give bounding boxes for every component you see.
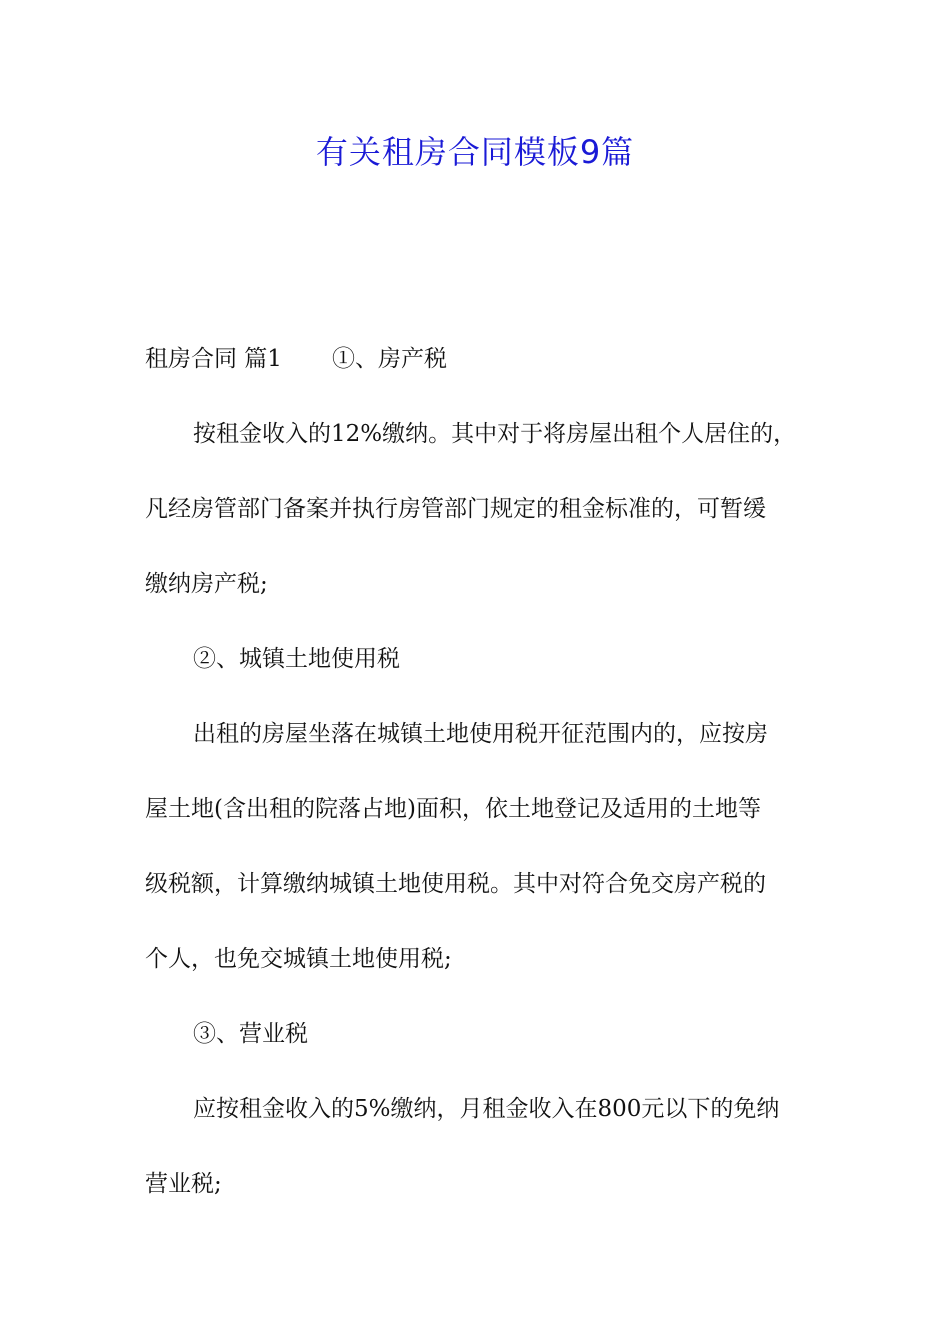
paragraph-line: 级税额，计算缴纳城镇土地使用税。其中对符合免交房产税的 [145, 871, 766, 897]
paragraph-line: 缴纳房产税; [145, 571, 268, 597]
paragraph-line: 应按租金收入的5%缴纳，月租金收入在800元以下的免纳 [193, 1096, 780, 1122]
paragraph-line: 出租的房屋坐落在城镇土地使用税开征范围内的，应按房 [193, 721, 768, 747]
paragraph-line: 个人，也免交城镇土地使用税; [145, 946, 452, 972]
paragraph-line: 按租金收入的12%缴纳。其中对于将房屋出租个人居住的， [193, 421, 797, 447]
paragraph-line: 营业税; [145, 1171, 222, 1197]
subheading-line: ②、城镇土地使用税 [193, 646, 400, 672]
paragraph-line: 凡经房管部门备案并执行房管部门规定的租金标准的，可暂缓 [145, 496, 766, 522]
subheading-line: ③、营业税 [193, 1021, 308, 1047]
first-line [145, 337, 825, 412]
document-body [145, 337, 825, 1237]
document-title: 有关租房合同模板9篇 [315, 133, 635, 171]
section-item: ①、房产税 [331, 346, 447, 372]
paragraph-line: 屋土地(含出租的院落占地)面积，依土地登记及适用的土地等 [145, 796, 761, 822]
section-heading: 租房合同 篇1 [145, 346, 282, 372]
